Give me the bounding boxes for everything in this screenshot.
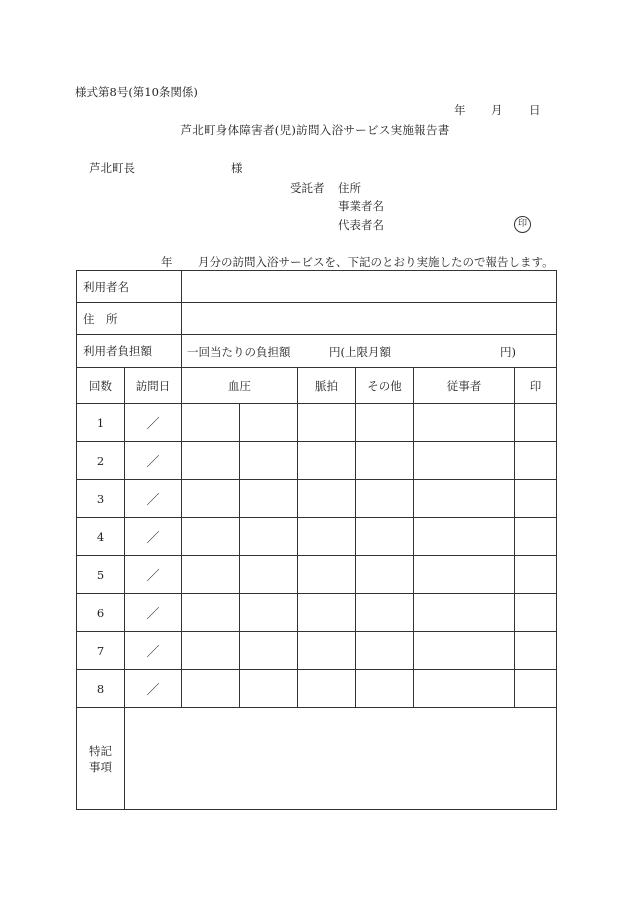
contractor-business-label: 事業者名	[338, 199, 384, 213]
table-row	[77, 404, 557, 442]
header-other: その他	[356, 368, 414, 404]
table-header-row	[77, 368, 557, 404]
notes-field[interactable]	[125, 708, 557, 810]
pulse-cell[interactable]	[298, 480, 356, 518]
staff-cell[interactable]	[414, 632, 515, 670]
header-count: 回数	[77, 368, 125, 404]
table-row	[77, 518, 557, 556]
other-cell[interactable]	[356, 670, 414, 708]
header-visit-date: 訪問日	[125, 368, 182, 404]
visit-date-cell[interactable]: ／	[125, 480, 182, 518]
blood-pressure-low-cell[interactable]	[240, 518, 298, 556]
header-blood-pressure: 血圧	[182, 368, 298, 404]
table-row	[77, 594, 557, 632]
table-row	[77, 442, 557, 480]
row-number: 6	[77, 594, 125, 632]
report-statement: 月分の訪問入浴サービスを、下記のとおり実施したので報告します。	[198, 255, 554, 269]
staff-cell[interactable]	[414, 594, 515, 632]
seal-cell[interactable]	[515, 442, 557, 480]
notes-label-line-1: 特記	[89, 743, 112, 758]
visit-date-cell[interactable]: ／	[125, 594, 182, 632]
blood-pressure-low-cell[interactable]	[240, 670, 298, 708]
staff-cell[interactable]	[414, 670, 515, 708]
seal-cell[interactable]	[515, 480, 557, 518]
blood-pressure-low-cell[interactable]	[240, 480, 298, 518]
visit-date-cell[interactable]: ／	[125, 404, 182, 442]
seal-cell[interactable]	[515, 518, 557, 556]
other-cell[interactable]	[356, 556, 414, 594]
blood-pressure-high-cell[interactable]	[182, 632, 240, 670]
recipient-honorific: 様	[231, 161, 243, 175]
address-label: 住 所	[77, 303, 182, 335]
header-seal: 印	[515, 368, 557, 404]
header-staff: 従事者	[414, 368, 515, 404]
seal-cell[interactable]	[515, 632, 557, 670]
user-name-label: 利用者名	[77, 271, 182, 303]
staff-cell[interactable]	[414, 480, 515, 518]
visit-date-cell[interactable]: ／	[125, 556, 182, 594]
pulse-cell[interactable]	[298, 556, 356, 594]
burden-yen-close-label: 円)	[500, 345, 516, 359]
table-row	[77, 556, 557, 594]
user-name-field[interactable]	[182, 271, 557, 303]
blood-pressure-high-cell[interactable]	[182, 404, 240, 442]
blood-pressure-high-cell[interactable]	[182, 670, 240, 708]
row-number: 8	[77, 670, 125, 708]
blood-pressure-high-cell[interactable]	[182, 518, 240, 556]
seal-cell[interactable]	[515, 556, 557, 594]
blood-pressure-high-cell[interactable]	[182, 594, 240, 632]
visit-date-cell[interactable]: ／	[125, 670, 182, 708]
row-number: 1	[77, 404, 125, 442]
staff-cell[interactable]	[414, 404, 515, 442]
blood-pressure-low-cell[interactable]	[240, 594, 298, 632]
other-cell[interactable]	[356, 594, 414, 632]
seal-mark-icon: 印	[514, 216, 531, 233]
table-row	[77, 670, 557, 708]
pulse-cell[interactable]	[298, 404, 356, 442]
header-pulse: 脈拍	[298, 368, 356, 404]
date-year-label: 年	[454, 103, 466, 117]
user-name-row	[77, 271, 557, 303]
row-number: 3	[77, 480, 125, 518]
blood-pressure-low-cell[interactable]	[240, 632, 298, 670]
seal-cell[interactable]	[515, 670, 557, 708]
pulse-cell[interactable]	[298, 670, 356, 708]
document-title: 芦北町身体障害者(児)訪問入浴サービス実施報告書	[180, 123, 450, 137]
address-field[interactable]	[182, 303, 557, 335]
pulse-cell[interactable]	[298, 594, 356, 632]
burden-yen-open-label: 円(上限月額	[329, 345, 391, 359]
date-month-label: 月	[491, 103, 503, 117]
address-row	[77, 303, 557, 335]
blood-pressure-low-cell[interactable]	[240, 442, 298, 480]
notes-label-line-2: 事項	[89, 759, 112, 774]
visit-date-cell[interactable]: ／	[125, 442, 182, 480]
recipient-name: 芦北町長	[89, 161, 135, 175]
burden-per-visit-label: 一回当たりの負担額	[187, 345, 291, 359]
pulse-cell[interactable]	[298, 442, 356, 480]
blood-pressure-high-cell[interactable]	[182, 556, 240, 594]
burden-row	[77, 335, 557, 368]
visit-date-cell[interactable]: ／	[125, 518, 182, 556]
seal-cell[interactable]	[515, 404, 557, 442]
pulse-cell[interactable]	[298, 518, 356, 556]
blood-pressure-high-cell[interactable]	[182, 480, 240, 518]
staff-cell[interactable]	[414, 518, 515, 556]
other-cell[interactable]	[356, 442, 414, 480]
contractor-address-label: 住所	[338, 181, 361, 195]
row-number: 2	[77, 442, 125, 480]
burden-field[interactable]	[182, 335, 557, 368]
blood-pressure-low-cell[interactable]	[240, 404, 298, 442]
contractor-label: 受託者	[290, 181, 325, 195]
staff-cell[interactable]	[414, 442, 515, 480]
seal-cell[interactable]	[515, 594, 557, 632]
form-number: 様式第8号(第10条関係)	[75, 85, 198, 99]
visit-date-cell[interactable]: ／	[125, 632, 182, 670]
other-cell[interactable]	[356, 480, 414, 518]
contractor-representative-label: 代表者名	[338, 218, 384, 232]
other-cell[interactable]	[356, 518, 414, 556]
report-year-label: 年	[161, 255, 173, 269]
notes-row	[77, 708, 557, 810]
other-cell[interactable]	[356, 404, 414, 442]
burden-label: 利用者負担額	[77, 335, 182, 368]
row-number: 5	[77, 556, 125, 594]
service-report-table	[76, 270, 557, 810]
other-cell[interactable]	[356, 632, 414, 670]
row-number: 4	[77, 518, 125, 556]
table-row	[77, 480, 557, 518]
staff-cell[interactable]	[414, 556, 515, 594]
row-number: 7	[77, 632, 125, 670]
blood-pressure-high-cell[interactable]	[182, 442, 240, 480]
notes-label	[77, 708, 125, 810]
table-row	[77, 632, 557, 670]
pulse-cell[interactable]	[298, 632, 356, 670]
blood-pressure-low-cell[interactable]	[240, 556, 298, 594]
date-day-label: 日	[529, 103, 541, 117]
